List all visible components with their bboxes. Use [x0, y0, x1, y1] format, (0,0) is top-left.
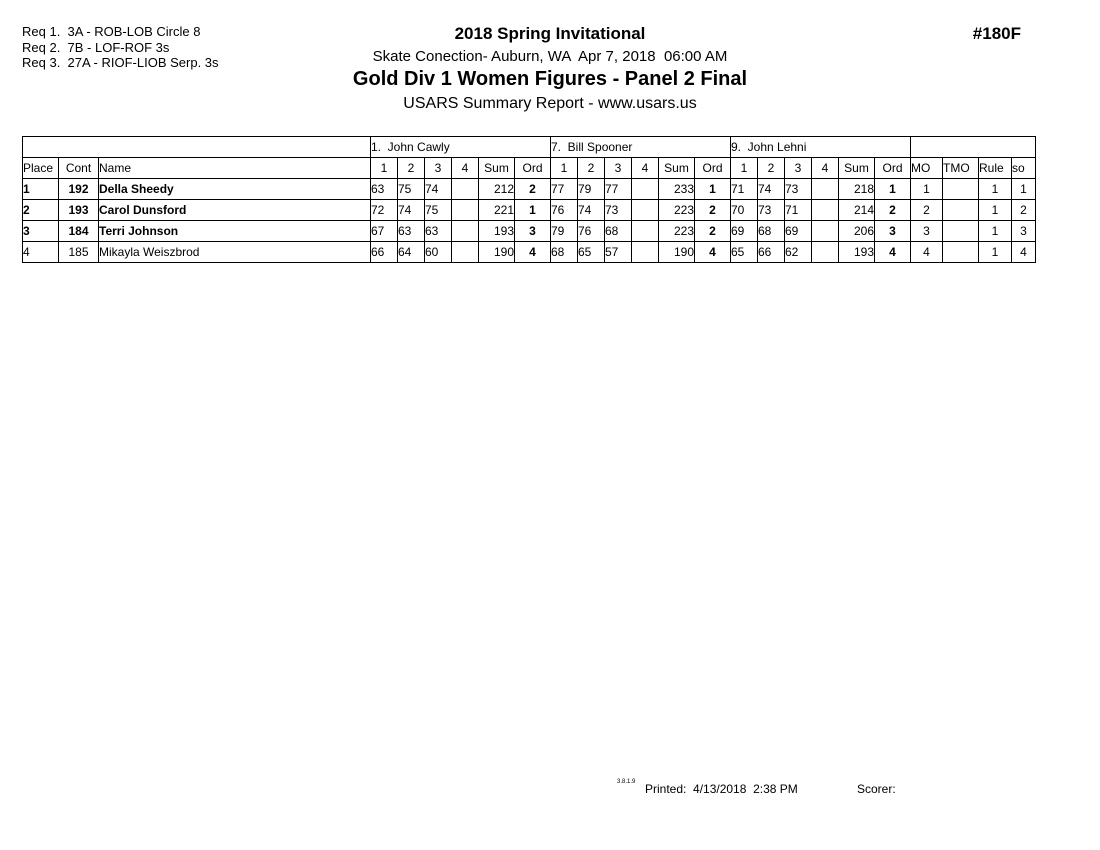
judge2-score-3: 57: [605, 242, 632, 263]
judge1-score-4: [452, 179, 479, 200]
judge1-score-1: 66: [371, 242, 398, 263]
place-cell: 2: [23, 200, 59, 221]
judge2-sum: 223: [659, 221, 695, 242]
tmo-cell: [943, 221, 979, 242]
col-header-judge2-sum: Sum: [659, 158, 695, 179]
col-header-judge3-1: 1: [731, 158, 758, 179]
col-header-judge1-ord: Ord: [515, 158, 551, 179]
judge3-score-2: 68: [758, 221, 785, 242]
judge3-sum: 193: [839, 242, 875, 263]
judge3-score-4: [812, 179, 839, 200]
judge3-score-1: 69: [731, 221, 758, 242]
judge2-score-3: 77: [605, 179, 632, 200]
judge2-score-2: 79: [578, 179, 605, 200]
tmo-cell: [943, 200, 979, 221]
judge2-ordinal: 4: [695, 242, 731, 263]
judge2-score-2: 65: [578, 242, 605, 263]
skater-name-cell: Terri Johnson: [99, 221, 371, 242]
judge3-score-1: 70: [731, 200, 758, 221]
judge2-score-1: 79: [551, 221, 578, 242]
judge3-score-3: 62: [785, 242, 812, 263]
printed-timestamp: Printed: 4/13/2018 2:38 PM: [645, 782, 798, 796]
judge1-score-3: 74: [425, 179, 452, 200]
judge-band-spacer-left: [23, 137, 371, 158]
judge3-score-1: 71: [731, 179, 758, 200]
req-line-3: Req 3. 27A - RIOF-LIOB Serp. 3s: [22, 55, 219, 70]
judge2-score-4: [632, 221, 659, 242]
col-header-judge1-4: 4: [452, 158, 479, 179]
judge-band-spacer-right: [911, 137, 1036, 158]
judge2-score-1: 76: [551, 200, 578, 221]
skater-name-cell: Della Sheedy: [99, 179, 371, 200]
judge1-score-4: [452, 221, 479, 242]
col-header-judge1-sum: Sum: [479, 158, 515, 179]
place-cell: 1: [23, 179, 59, 200]
judge3-score-2: 73: [758, 200, 785, 221]
judge2-ordinal: 1: [695, 179, 731, 200]
col-header-judge3-3: 3: [785, 158, 812, 179]
mo-cell: 2: [911, 200, 943, 221]
judge1-ordinal: 4: [515, 242, 551, 263]
judge2-score-1: 68: [551, 242, 578, 263]
judge3-score-4: [812, 200, 839, 221]
results-table: [22, 136, 1036, 263]
col-header-judge1-2: 2: [398, 158, 425, 179]
mo-cell: 1: [911, 179, 943, 200]
judge1-score-2: 75: [398, 179, 425, 200]
col-header-mo: MO: [911, 158, 943, 179]
col-header-judge3-ord: Ord: [875, 158, 911, 179]
judge3-ordinal: 2: [875, 200, 911, 221]
judge-name-2: 7. Bill Spooner: [551, 137, 731, 158]
skater-name-cell: Carol Dunsford: [99, 200, 371, 221]
judge3-score-2: 66: [758, 242, 785, 263]
judge1-ordinal: 2: [515, 179, 551, 200]
rule-cell: 1: [979, 221, 1012, 242]
col-header-judge1-1: 1: [371, 158, 398, 179]
judge2-score-1: 77: [551, 179, 578, 200]
judge3-score-4: [812, 242, 839, 263]
judge3-score-4: [812, 221, 839, 242]
judge1-score-3: 75: [425, 200, 452, 221]
col-header-judge3-sum: Sum: [839, 158, 875, 179]
col-header-cont: Cont: [59, 158, 99, 179]
req-line-1: Req 1. 3A - ROB-LOB Circle 8: [22, 24, 201, 39]
col-header-judge1-3: 3: [425, 158, 452, 179]
contestant-number-cell: 193: [59, 200, 99, 221]
judge2-score-2: 76: [578, 221, 605, 242]
tmo-cell: [943, 242, 979, 263]
judge1-sum: 193: [479, 221, 515, 242]
judge3-score-3: 69: [785, 221, 812, 242]
result-row-place-3: [23, 221, 1036, 242]
contestant-number-cell: 184: [59, 221, 99, 242]
judge1-score-3: 60: [425, 242, 452, 263]
judge1-score-4: [452, 200, 479, 221]
judge2-score-4: [632, 200, 659, 221]
venue-date-line: Skate Conection- Auburn, WA Apr 7, 2018 06:00 AM: [372, 48, 728, 65]
judge3-ordinal: 4: [875, 242, 911, 263]
report-type-line: USARS Summary Report - www.usars.us: [403, 95, 697, 112]
software-version: 3.8.1.9: [617, 779, 636, 785]
col-header-judge2-ord: Ord: [695, 158, 731, 179]
rule-cell: 1: [979, 179, 1012, 200]
judge1-sum: 221: [479, 200, 515, 221]
results-table-wrap: [22, 136, 1036, 263]
place-cell: 4: [23, 242, 59, 263]
rule-cell: 1: [979, 200, 1012, 221]
judge3-ordinal: 3: [875, 221, 911, 242]
judge1-score-2: 74: [398, 200, 425, 221]
so-cell: 1: [1012, 179, 1036, 200]
col-header-judge3-4: 4: [812, 158, 839, 179]
col-header-judge2-1: 1: [551, 158, 578, 179]
judge3-score-2: 74: [758, 179, 785, 200]
col-header-judge2-2: 2: [578, 158, 605, 179]
col-header-judge2-3: 3: [605, 158, 632, 179]
judge2-score-3: 68: [605, 221, 632, 242]
judge3-sum: 206: [839, 221, 875, 242]
contestant-number-cell: 185: [59, 242, 99, 263]
judge1-ordinal: 1: [515, 200, 551, 221]
judge2-score-2: 74: [578, 200, 605, 221]
judge1-score-2: 64: [398, 242, 425, 263]
judge1-sum: 190: [479, 242, 515, 263]
result-row-place-2: [23, 200, 1036, 221]
judge1-ordinal: 3: [515, 221, 551, 242]
skater-name-cell: Mikayla Weiszbrod: [99, 242, 371, 263]
result-row-place-1: [23, 179, 1036, 200]
judge2-ordinal: 2: [695, 221, 731, 242]
judge3-score-3: 73: [785, 179, 812, 200]
col-header-so: so: [1012, 158, 1036, 179]
judge1-score-2: 63: [398, 221, 425, 242]
judge1-score-1: 72: [371, 200, 398, 221]
so-cell: 2: [1012, 200, 1036, 221]
col-header-place: Place: [23, 158, 59, 179]
judge2-sum: 223: [659, 200, 695, 221]
so-cell: 3: [1012, 221, 1036, 242]
judge1-sum: 212: [479, 179, 515, 200]
judge3-sum: 214: [839, 200, 875, 221]
so-cell: 4: [1012, 242, 1036, 263]
judge2-sum: 233: [659, 179, 695, 200]
judge1-score-3: 63: [425, 221, 452, 242]
tmo-cell: [943, 179, 979, 200]
judge1-score-4: [452, 242, 479, 263]
rule-cell: 1: [979, 242, 1012, 263]
judge3-ordinal: 1: [875, 179, 911, 200]
judge2-ordinal: 2: [695, 200, 731, 221]
judge2-score-4: [632, 179, 659, 200]
scorer-label: Scorer:: [857, 782, 896, 796]
mo-cell: 3: [911, 221, 943, 242]
place-cell: 3: [23, 221, 59, 242]
judge3-sum: 218: [839, 179, 875, 200]
judge2-score-4: [632, 242, 659, 263]
req-line-2: Req 2. 7B - LOF-ROF 3s: [22, 39, 170, 55]
mo-cell: 4: [911, 242, 943, 263]
col-header-judge2-4: 4: [632, 158, 659, 179]
judge1-score-1: 67: [371, 221, 398, 242]
report-header: [0, 24, 1100, 113]
result-row-place-4: [23, 242, 1036, 263]
event-title: Gold Div 1 Women Figures - Panel 2 Final: [352, 68, 748, 90]
judge-name-1: 1. John Cawly: [371, 137, 551, 158]
col-header-name: Name: [99, 158, 371, 179]
judge3-score-3: 71: [785, 200, 812, 221]
col-header-rule: Rule: [979, 158, 1012, 179]
event-number: #180F: [972, 24, 1021, 43]
judge3-score-1: 65: [731, 242, 758, 263]
competition-title: 2018 Spring Invitational: [454, 24, 646, 43]
judge-name-3: 9. John Lehni: [731, 137, 911, 158]
judge2-sum: 190: [659, 242, 695, 263]
col-header-judge3-2: 2: [758, 158, 785, 179]
col-header-tmo: TMO: [943, 158, 979, 179]
contestant-number-cell: 192: [59, 179, 99, 200]
judge2-score-3: 73: [605, 200, 632, 221]
judge1-score-1: 63: [371, 179, 398, 200]
